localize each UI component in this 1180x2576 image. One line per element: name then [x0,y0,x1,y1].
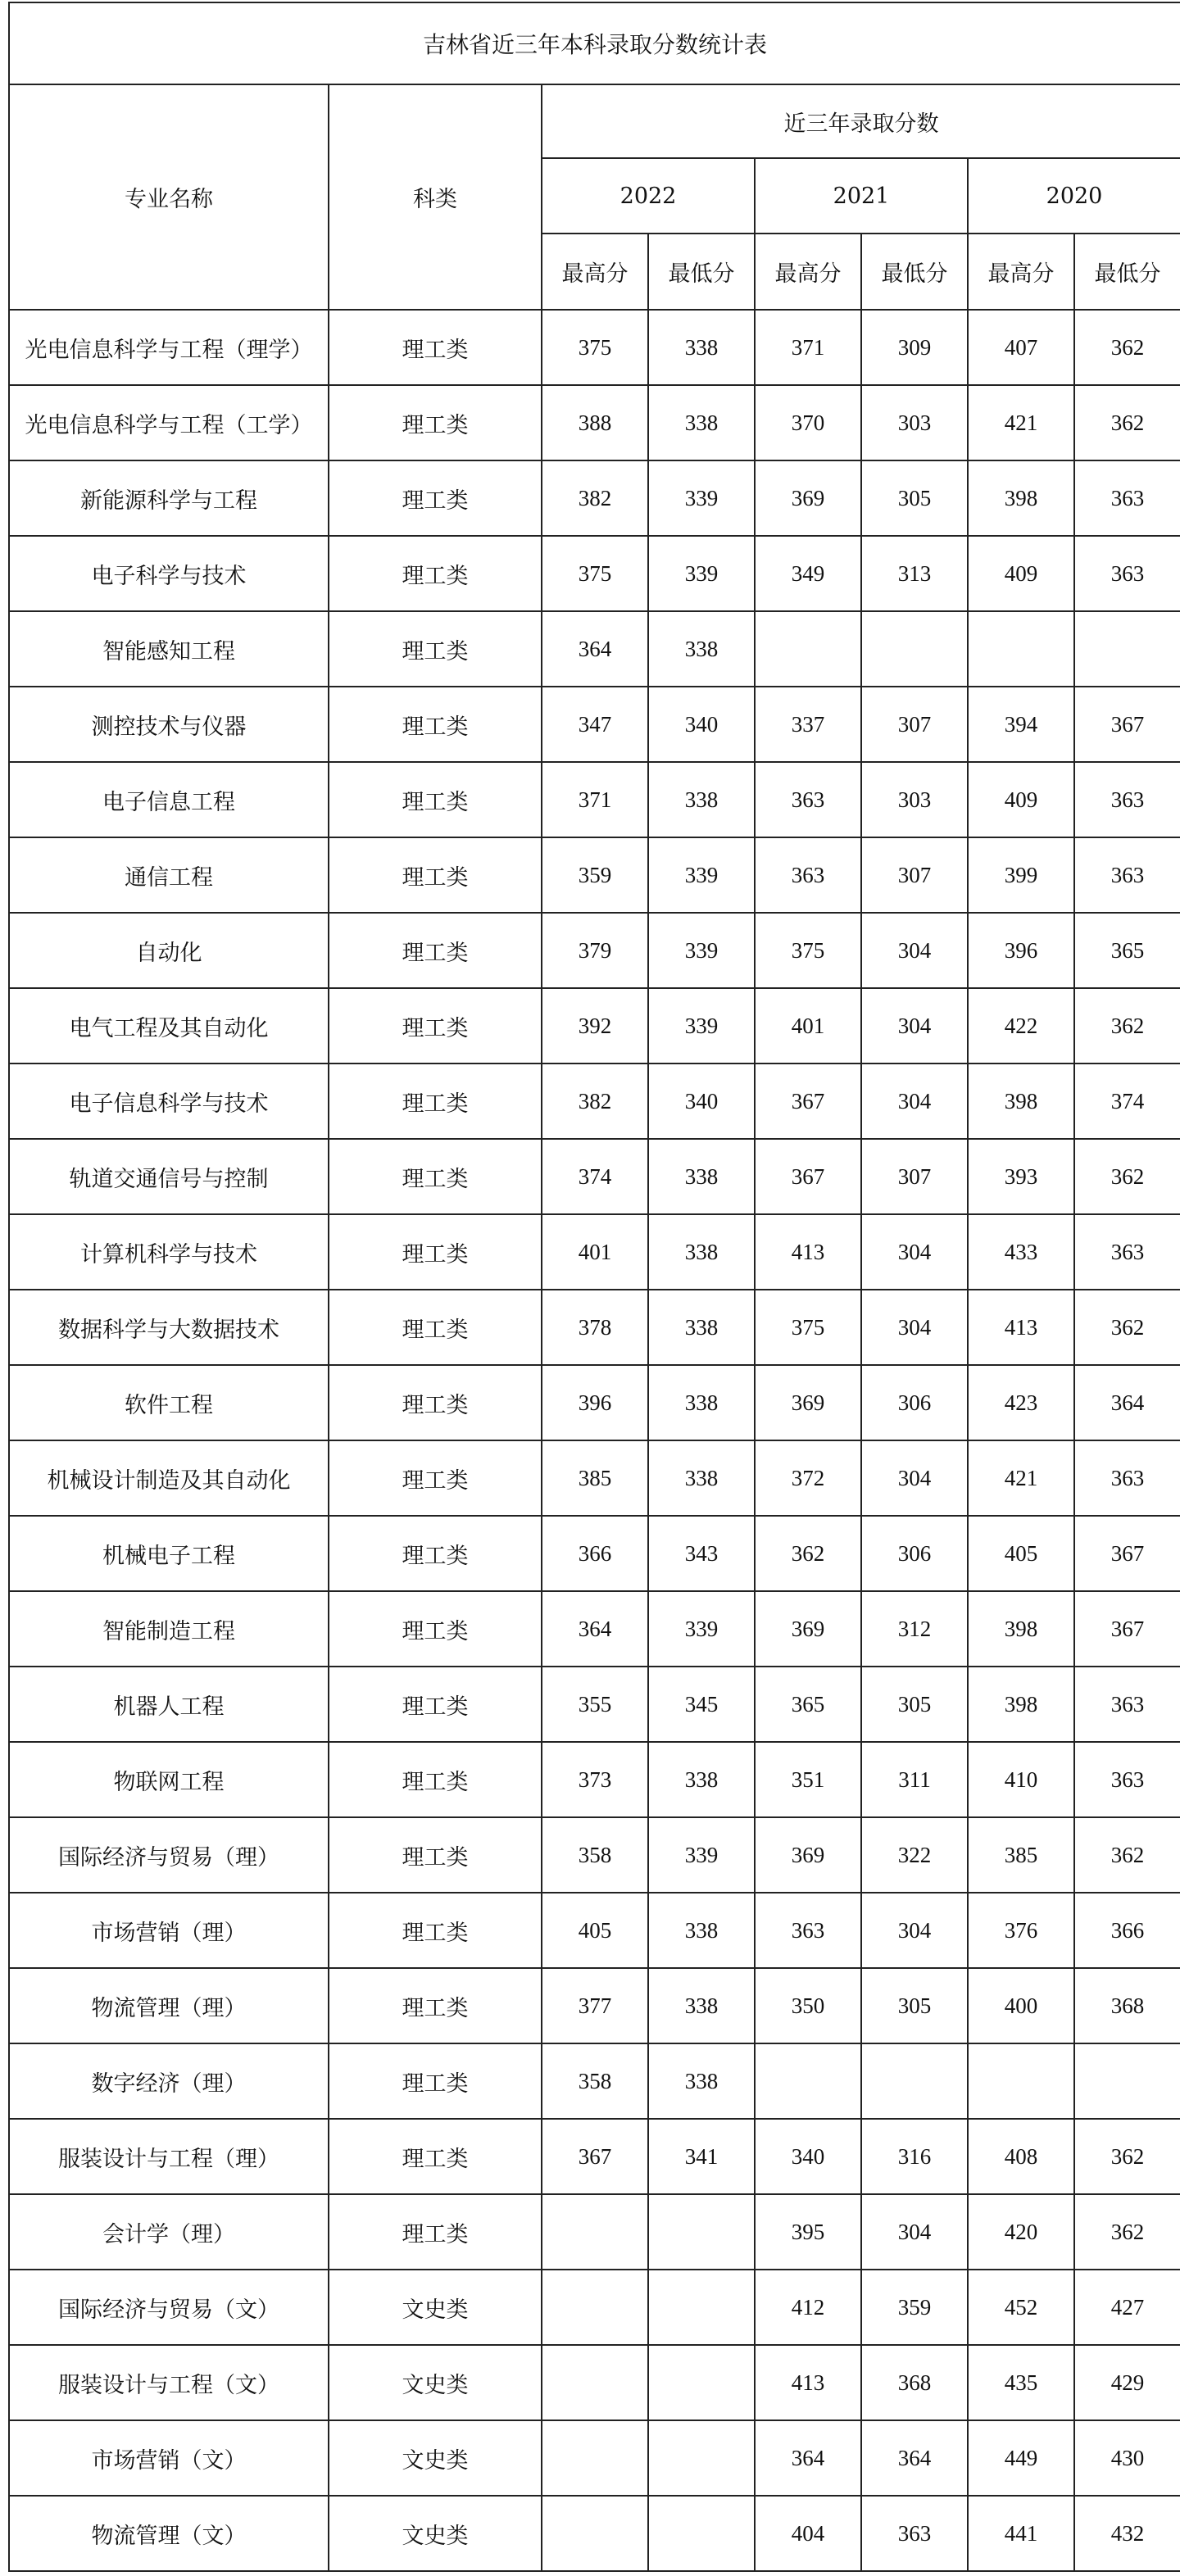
major-name-cell: 通信工程 [9,837,329,913]
category-cell: 理工类 [329,1440,542,1516]
score-cell-min-2020: 363 [1074,762,1180,837]
score-cell-max-2022: 377 [542,1968,648,2043]
score-cell-min-2021: 304 [861,913,968,988]
score-cell-min-2022: 338 [648,1440,755,1516]
major-name-cell: 数字经济（理） [9,2043,329,2119]
major-name-cell: 光电信息科学与工程（理学） [9,310,329,385]
table-row [9,1667,1180,1742]
score-cell-min-2022: 339 [648,913,755,988]
score-cell-max-2022: 379 [542,913,648,988]
category-cell: 理工类 [329,762,542,837]
category-cell: 理工类 [329,988,542,1064]
score-cell-min-2020: 362 [1074,1139,1180,1214]
major-name-cell: 机械电子工程 [9,1516,329,1591]
score-cell-max-2022 [542,2420,648,2496]
admission-score-table [8,2,1180,2572]
score-cell-min-2021: 359 [861,2270,968,2345]
category-cell: 文史类 [329,2496,542,2571]
score-cell-min-2022: 338 [648,1365,755,1440]
score-cell-max-2022: 358 [542,2043,648,2119]
score-cell-max-2020: 398 [968,460,1074,536]
score-cell-min-2022 [648,2345,755,2420]
category-cell: 理工类 [329,536,542,611]
score-cell-max-2020: 394 [968,687,1074,762]
score-cell-min-2020: 367 [1074,687,1180,762]
score-cell-min-2020: 363 [1074,1742,1180,1817]
major-name-cell: 新能源科学与工程 [9,460,329,536]
score-cell-min-2020 [1074,2043,1180,2119]
score-cell-min-2020: 362 [1074,1290,1180,1365]
major-name-cell: 智能制造工程 [9,1591,329,1667]
score-cell-min-2020: 430 [1074,2420,1180,2496]
score-cell-max-2020: 400 [968,1968,1074,2043]
score-cell-max-2020: 409 [968,762,1074,837]
score-cell-min-2022: 338 [648,385,755,460]
score-cell-min-2020: 363 [1074,460,1180,536]
score-cell-min-2021: 304 [861,1214,968,1290]
table-row [9,460,1180,536]
score-cell-max-2022: 358 [542,1817,648,1893]
table-row [9,385,1180,460]
major-name-cell: 测控技术与仪器 [9,687,329,762]
table-row [9,1139,1180,1214]
table-row [9,2043,1180,2119]
category-cell: 理工类 [329,1591,542,1667]
score-cell-min-2021: 305 [861,1968,968,2043]
score-cell-max-2021: 350 [755,1968,861,2043]
table-row [9,1440,1180,1516]
header-max-2021: 最高分 [755,234,861,310]
score-cell-max-2021: 401 [755,988,861,1064]
score-cell-max-2020: 422 [968,988,1074,1064]
score-cell-min-2020: 363 [1074,1440,1180,1516]
header-year-2021: 2021 [755,158,968,234]
table-title: 吉林省近三年本科录取分数统计表 [9,2,1180,84]
score-cell-max-2020: 420 [968,2194,1074,2270]
score-cell-min-2021: 368 [861,2345,968,2420]
category-cell: 理工类 [329,2119,542,2194]
score-cell-min-2022: 341 [648,2119,755,2194]
score-cell-max-2022: 401 [542,1214,648,1290]
major-name-cell: 自动化 [9,913,329,988]
score-cell-max-2021: 337 [755,687,861,762]
major-name-cell: 电子科学与技术 [9,536,329,611]
header-score-group: 近三年录取分数 [542,84,1180,158]
score-cell-max-2021: 369 [755,1591,861,1667]
score-cell-max-2020: 398 [968,1591,1074,1667]
score-cell-min-2020: 368 [1074,1968,1180,2043]
table-row [9,1214,1180,1290]
score-cell-min-2020: 363 [1074,1667,1180,1742]
major-name-cell: 服装设计与工程（理） [9,2119,329,2194]
score-cell-max-2020: 393 [968,1139,1074,1214]
score-cell-max-2022: 378 [542,1290,648,1365]
score-cell-max-2020: 399 [968,837,1074,913]
score-cell-max-2020: 385 [968,1817,1074,1893]
score-cell-max-2021: 364 [755,2420,861,2496]
category-cell: 理工类 [329,1139,542,1214]
header-year-2020: 2020 [968,158,1180,234]
category-cell: 文史类 [329,2420,542,2496]
table-row [9,1064,1180,1139]
major-name-cell: 国际经济与贸易（理） [9,1817,329,1893]
score-cell-min-2020: 367 [1074,1516,1180,1591]
score-cell-min-2021 [861,2043,968,2119]
score-cell-max-2022: 355 [542,1667,648,1742]
score-cell-min-2022: 339 [648,460,755,536]
score-cell-min-2021: 304 [861,1440,968,1516]
score-cell-max-2020: 410 [968,1742,1074,1817]
score-cell-max-2022: 405 [542,1893,648,1968]
score-cell-max-2022: 364 [542,1591,648,1667]
score-cell-max-2021: 372 [755,1440,861,1516]
score-cell-max-2021: 367 [755,1064,861,1139]
table-row [9,2496,1180,2571]
major-name-cell: 数据科学与大数据技术 [9,1290,329,1365]
score-cell-max-2022 [542,2345,648,2420]
score-cell-min-2021: 312 [861,1591,968,1667]
table-row [9,687,1180,762]
score-cell-min-2020: 362 [1074,310,1180,385]
major-name-cell: 会计学（理） [9,2194,329,2270]
score-cell-max-2022: 374 [542,1139,648,1214]
major-name-cell: 电子信息科学与技术 [9,1064,329,1139]
score-cell-max-2020: 376 [968,1893,1074,1968]
score-cell-max-2021 [755,611,861,687]
score-cell-max-2022: 366 [542,1516,648,1591]
table-row [9,1742,1180,1817]
score-cell-min-2021: 307 [861,687,968,762]
score-cell-min-2020: 364 [1074,1365,1180,1440]
score-cell-min-2022: 338 [648,1139,755,1214]
score-cell-max-2022 [542,2194,648,2270]
score-cell-min-2021: 311 [861,1742,968,1817]
major-name-cell: 市场营销（理） [9,1893,329,1968]
category-cell: 理工类 [329,837,542,913]
score-cell-max-2021: 371 [755,310,861,385]
score-cell-max-2020: 413 [968,1290,1074,1365]
score-cell-min-2020: 432 [1074,2496,1180,2571]
score-cell-min-2022: 338 [648,310,755,385]
score-cell-min-2020: 362 [1074,2194,1180,2270]
score-cell-max-2020: 452 [968,2270,1074,2345]
score-cell-min-2021: 306 [861,1516,968,1591]
table-row [9,1516,1180,1591]
score-cell-max-2022: 375 [542,536,648,611]
score-cell-max-2022 [542,2270,648,2345]
category-cell: 理工类 [329,1742,542,1817]
table-row [9,1290,1180,1365]
score-cell-min-2022: 345 [648,1667,755,1742]
score-cell-max-2021: 363 [755,762,861,837]
score-cell-min-2021: 305 [861,1667,968,1742]
category-cell: 文史类 [329,2345,542,2420]
score-cell-max-2022: 371 [542,762,648,837]
score-cell-max-2021: 363 [755,837,861,913]
major-name-cell: 轨道交通信号与控制 [9,1139,329,1214]
category-cell: 理工类 [329,1817,542,1893]
score-cell-max-2022: 382 [542,460,648,536]
score-cell-max-2021: 375 [755,913,861,988]
score-cell-min-2021 [861,611,968,687]
score-cell-min-2022 [648,2496,755,2571]
score-cell-max-2022: 347 [542,687,648,762]
category-cell: 理工类 [329,1893,542,1968]
table-row [9,1893,1180,1968]
score-cell-max-2022: 364 [542,611,648,687]
table-row [9,988,1180,1064]
category-cell: 理工类 [329,1214,542,1290]
score-cell-min-2022: 340 [648,1064,755,1139]
category-cell: 理工类 [329,913,542,988]
score-cell-min-2020: 367 [1074,1591,1180,1667]
table-row [9,2345,1180,2420]
score-cell-max-2020: 421 [968,1440,1074,1516]
score-cell-min-2021: 304 [861,988,968,1064]
score-cell-max-2021: 365 [755,1667,861,1742]
major-name-cell: 物流管理（文） [9,2496,329,2571]
category-cell: 理工类 [329,385,542,460]
score-cell-max-2021: 349 [755,536,861,611]
score-cell-min-2022: 339 [648,1817,755,1893]
table-row [9,2119,1180,2194]
category-cell: 理工类 [329,1667,542,1742]
score-cell-max-2020: 409 [968,536,1074,611]
table-row [9,1817,1180,1893]
score-cell-min-2022 [648,2194,755,2270]
score-cell-min-2020: 362 [1074,988,1180,1064]
score-cell-min-2020: 362 [1074,1817,1180,1893]
score-cell-max-2020: 408 [968,2119,1074,2194]
major-name-cell: 软件工程 [9,1365,329,1440]
score-cell-max-2022: 385 [542,1440,648,1516]
table-row [9,1365,1180,1440]
major-name-cell: 光电信息科学与工程（工学） [9,385,329,460]
score-cell-min-2022 [648,2270,755,2345]
category-cell: 理工类 [329,1516,542,1591]
score-cell-min-2020: 429 [1074,2345,1180,2420]
score-cell-min-2021: 306 [861,1365,968,1440]
score-cell-max-2020: 407 [968,310,1074,385]
score-cell-min-2021: 304 [861,1064,968,1139]
score-cell-max-2022: 373 [542,1742,648,1817]
score-cell-max-2020: 405 [968,1516,1074,1591]
score-cell-min-2021: 304 [861,1290,968,1365]
score-cell-min-2021: 304 [861,2194,968,2270]
major-name-cell: 物流管理（理） [9,1968,329,2043]
major-name-cell: 机器人工程 [9,1667,329,1742]
score-cell-min-2021: 363 [861,2496,968,2571]
score-cell-max-2021: 370 [755,385,861,460]
score-cell-min-2022: 339 [648,1591,755,1667]
score-cell-min-2021: 307 [861,837,968,913]
score-cell-min-2022: 338 [648,762,755,837]
major-name-cell: 计算机科学与技术 [9,1214,329,1290]
table-row [9,1968,1180,2043]
table-row [9,913,1180,988]
score-cell-min-2020: 374 [1074,1064,1180,1139]
category-cell: 理工类 [329,310,542,385]
major-name-cell: 物联网工程 [9,1742,329,1817]
score-cell-min-2022: 338 [648,1968,755,2043]
score-cell-max-2021: 362 [755,1516,861,1591]
category-cell: 理工类 [329,1290,542,1365]
score-cell-min-2021: 307 [861,1139,968,1214]
score-cell-max-2021: 369 [755,1817,861,1893]
score-cell-max-2020: 433 [968,1214,1074,1290]
score-cell-min-2022: 338 [648,1214,755,1290]
major-name-cell: 市场营销（文） [9,2420,329,2496]
score-cell-max-2021 [755,2043,861,2119]
table-row [9,310,1180,385]
score-cell-max-2021: 412 [755,2270,861,2345]
header-year-2022: 2022 [542,158,755,234]
score-cell-min-2020: 362 [1074,385,1180,460]
score-cell-min-2022: 338 [648,1893,755,1968]
major-name-cell: 机械设计制造及其自动化 [9,1440,329,1516]
title-row [9,2,1180,84]
header-max-2022: 最高分 [542,234,648,310]
table-row [9,837,1180,913]
table-row [9,2270,1180,2345]
score-cell-min-2022: 338 [648,1290,755,1365]
score-cell-min-2020: 427 [1074,2270,1180,2345]
score-cell-max-2021: 404 [755,2496,861,2571]
score-cell-min-2020: 363 [1074,837,1180,913]
score-cell-max-2021: 340 [755,2119,861,2194]
score-cell-min-2022: 338 [648,611,755,687]
score-cell-max-2021: 367 [755,1139,861,1214]
score-cell-max-2020: 435 [968,2345,1074,2420]
major-name-cell: 服装设计与工程（文） [9,2345,329,2420]
score-cell-max-2020: 423 [968,1365,1074,1440]
score-cell-max-2022: 367 [542,2119,648,2194]
score-cell-min-2022: 339 [648,837,755,913]
score-cell-max-2022: 359 [542,837,648,913]
score-cell-max-2020: 441 [968,2496,1074,2571]
category-cell: 理工类 [329,611,542,687]
score-cell-max-2021: 363 [755,1893,861,1968]
score-cell-min-2021: 303 [861,762,968,837]
score-cell-max-2021: 413 [755,1214,861,1290]
score-cell-min-2021: 313 [861,536,968,611]
score-cell-max-2022: 396 [542,1365,648,1440]
header-min-2020: 最低分 [1074,234,1180,310]
score-cell-max-2020 [968,2043,1074,2119]
category-cell: 理工类 [329,2194,542,2270]
score-cell-min-2022: 339 [648,988,755,1064]
score-cell-min-2022 [648,2420,755,2496]
score-cell-min-2021: 322 [861,1817,968,1893]
header-major: 专业名称 [9,84,329,310]
score-cell-min-2020: 365 [1074,913,1180,988]
major-name-cell: 电子信息工程 [9,762,329,837]
header-min-2022: 最低分 [648,234,755,310]
header-category: 科类 [329,84,542,310]
category-cell: 理工类 [329,460,542,536]
score-cell-min-2020: 366 [1074,1893,1180,1968]
header-min-2021: 最低分 [861,234,968,310]
major-name-cell: 电气工程及其自动化 [9,988,329,1064]
header-row-group [9,84,1180,158]
score-cell-min-2021: 316 [861,2119,968,2194]
score-cell-min-2020 [1074,611,1180,687]
score-cell-min-2022: 339 [648,536,755,611]
score-cell-max-2022: 375 [542,310,648,385]
category-cell: 理工类 [329,687,542,762]
table-row [9,2420,1180,2496]
score-cell-min-2020: 363 [1074,536,1180,611]
score-cell-min-2021: 309 [861,310,968,385]
table-body [9,2,1180,2571]
score-cell-max-2021: 351 [755,1742,861,1817]
table-row [9,611,1180,687]
score-cell-max-2021: 369 [755,460,861,536]
category-cell: 理工类 [329,2043,542,2119]
category-cell: 理工类 [329,1064,542,1139]
major-name-cell: 国际经济与贸易（文） [9,2270,329,2345]
score-cell-min-2021: 364 [861,2420,968,2496]
category-cell: 理工类 [329,1968,542,2043]
score-cell-max-2021: 369 [755,1365,861,1440]
score-cell-min-2022: 340 [648,687,755,762]
score-cell-max-2020: 398 [968,1667,1074,1742]
score-cell-max-2021: 413 [755,2345,861,2420]
score-cell-max-2021: 375 [755,1290,861,1365]
score-cell-min-2022: 343 [648,1516,755,1591]
category-cell: 理工类 [329,1365,542,1440]
table-row [9,762,1180,837]
table-row [9,536,1180,611]
score-cell-max-2021: 395 [755,2194,861,2270]
score-cell-min-2022: 338 [648,1742,755,1817]
score-cell-max-2020: 449 [968,2420,1074,2496]
score-cell-min-2020: 362 [1074,2119,1180,2194]
table-row [9,2194,1180,2270]
score-cell-max-2022 [542,2496,648,2571]
score-cell-max-2022: 392 [542,988,648,1064]
score-cell-max-2020 [968,611,1074,687]
score-cell-max-2022: 388 [542,385,648,460]
header-max-2020: 最高分 [968,234,1074,310]
score-cell-min-2022: 338 [648,2043,755,2119]
score-cell-max-2020: 398 [968,1064,1074,1139]
score-cell-max-2020: 396 [968,913,1074,988]
score-cell-min-2020: 363 [1074,1214,1180,1290]
score-cell-min-2021: 303 [861,385,968,460]
major-name-cell: 智能感知工程 [9,611,329,687]
score-cell-min-2021: 304 [861,1893,968,1968]
category-cell: 文史类 [329,2270,542,2345]
score-cell-max-2022: 382 [542,1064,648,1139]
score-cell-min-2021: 305 [861,460,968,536]
table-row [9,1591,1180,1667]
score-cell-max-2020: 421 [968,385,1074,460]
